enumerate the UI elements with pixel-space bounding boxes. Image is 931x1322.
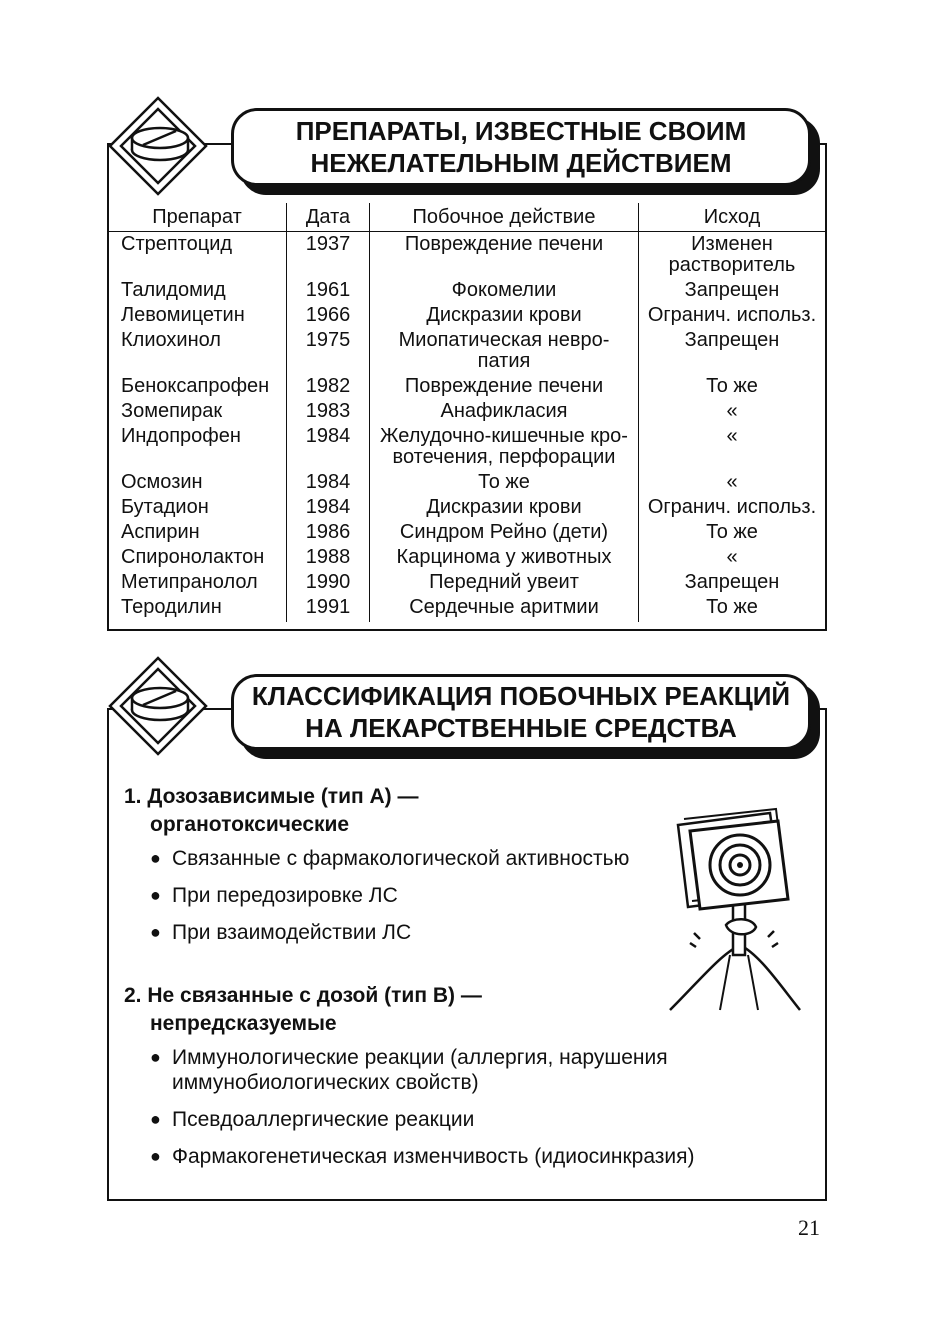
cell-effect-line: патия <box>477 350 531 372</box>
cell-effect-line: Передний увеит <box>429 571 579 593</box>
cell-outcome <box>639 497 826 522</box>
section1-title-line1: ПРЕПАРАТЫ, ИЗВЕСТНЫЕ СВОИМ <box>295 116 747 146</box>
group1-heading-line1: 1. Дозозависимые (тип А) — <box>124 785 419 808</box>
list-item <box>150 1107 474 1132</box>
list-item-text: Фармакогенетическая изменчивость (идиосинкразия) <box>172 1145 695 1168</box>
cell-effect-line: Желудочно-кишечные кро- <box>380 425 628 447</box>
cell-outcome-line: То же <box>706 375 758 397</box>
cell-effect <box>370 572 639 597</box>
cell-effect-line: Миопатическая невро- <box>398 329 610 351</box>
cell-effect <box>370 426 639 472</box>
cell-outcome <box>639 232 826 281</box>
page-number: 21 <box>798 1215 820 1240</box>
cell-date: 1990 <box>287 572 370 597</box>
cell-outcome-line: Запрещен <box>684 279 780 301</box>
list-item-text: При взаимодействии ЛС <box>172 921 412 944</box>
list-item <box>150 920 411 945</box>
cell-effect <box>370 522 639 547</box>
section1-title <box>231 108 811 186</box>
cell-date: 1984 <box>287 497 370 522</box>
table-row <box>108 232 825 281</box>
cell-effect-line: Повреждение печени <box>404 233 604 255</box>
table-header-row <box>108 203 825 232</box>
cell-outcome-line: То же <box>706 596 758 618</box>
pill-diamond-icon <box>108 96 208 196</box>
section2-title-line1: КЛАССИФИКАЦИЯ ПОБОЧНЫХ РЕАКЦИЙ <box>251 681 791 711</box>
table-row <box>108 597 825 622</box>
cell-date: 1983 <box>287 401 370 426</box>
group1-heading-line2: органотоксические <box>150 813 350 836</box>
cell-drug: Осмозин <box>108 472 287 497</box>
cell-drug: Зомепирак <box>108 401 287 426</box>
section2-title-line2: НА ЛЕКАРСТВЕННЫЕ СРЕДСТВА <box>305 713 737 743</box>
list-item-text: Связанные с фармакологической активностью <box>172 847 630 870</box>
cell-outcome <box>639 401 826 426</box>
cell-effect <box>370 280 639 305</box>
cell-date: 1937 <box>287 232 370 281</box>
section1-title-line2: НЕЖЕЛАТЕЛЬНЫМ ДЕЙСТВИЕМ <box>310 148 732 178</box>
cell-date: 1984 <box>287 426 370 472</box>
cell-outcome <box>639 426 826 472</box>
table-row <box>108 280 825 305</box>
cell-drug: Стрептоцид <box>108 232 287 281</box>
cell-effect <box>370 376 639 401</box>
bullet-icon: ● <box>150 1146 161 1166</box>
group2-heading-line2: непредсказуемые <box>150 1012 337 1035</box>
cell-outcome <box>639 376 826 401</box>
cell-effect <box>370 330 639 376</box>
table-row <box>108 572 825 597</box>
table-row <box>108 376 825 401</box>
cell-drug: Теродилин <box>108 597 287 622</box>
bullet-icon: ● <box>150 885 161 905</box>
cell-effect-line: Карцинома у животных <box>396 546 612 568</box>
cell-effect-line: Синдром Рейно (дети) <box>399 521 609 543</box>
cell-effect <box>370 232 639 281</box>
cell-date: 1986 <box>287 522 370 547</box>
group1-heading <box>124 783 419 839</box>
cell-effect <box>370 497 639 522</box>
cell-effect <box>370 547 639 572</box>
cell-date: 1988 <box>287 547 370 572</box>
table-row <box>108 522 825 547</box>
cell-effect-line: Анафикласия <box>440 400 568 422</box>
section2-title <box>231 674 811 750</box>
table-row <box>108 330 825 376</box>
cell-drug: Левомицетин <box>108 305 287 330</box>
cell-outcome-line: Изменен <box>691 233 773 255</box>
cell-outcome <box>639 597 826 622</box>
cell-outcome <box>639 572 826 597</box>
cell-effect <box>370 472 639 497</box>
group2-heading-line1: 2. Не связанные с дозой (тип В) — <box>124 984 482 1007</box>
cell-outcome-line: « <box>726 471 738 493</box>
cell-effect-line: Дискразии крови <box>426 304 582 326</box>
cell-effect-line: Повреждение печени <box>404 375 604 397</box>
list-item-text-line2: иммунобиологических свойств) <box>172 1071 479 1094</box>
cell-outcome <box>639 472 826 497</box>
cell-drug: Клиохинол <box>108 330 287 376</box>
cell-effect-line: Дискразии крови <box>426 496 582 518</box>
bullet-icon: ● <box>150 922 161 942</box>
table-row <box>108 472 825 497</box>
cell-date: 1975 <box>287 330 370 376</box>
cell-outcome-line: Огранич. использ. <box>647 496 817 518</box>
column-header-effect: Побочное действие <box>370 203 639 232</box>
cell-outcome-line: То же <box>706 521 758 543</box>
cell-date: 1961 <box>287 280 370 305</box>
table-row <box>108 547 825 572</box>
cell-outcome <box>639 522 826 547</box>
cell-effect <box>370 597 639 622</box>
cell-outcome <box>639 547 826 572</box>
cell-outcome-line: растворитель <box>668 254 796 276</box>
cell-effect-line: Сердечные аритмии <box>409 596 599 618</box>
cell-outcome-line: Запрещен <box>684 571 780 593</box>
target-figure-illustration <box>660 805 810 1022</box>
group2-heading <box>124 982 482 1038</box>
cell-drug: Талидомид <box>108 280 287 305</box>
cell-outcome-line: « <box>726 546 738 568</box>
column-header-outcome: Исход <box>639 203 826 232</box>
cell-effect <box>370 305 639 330</box>
cell-outcome-line: « <box>726 425 738 447</box>
cell-outcome <box>639 305 826 330</box>
cell-drug: Метипранолол <box>108 572 287 597</box>
column-header-drug: Препарат <box>108 203 287 232</box>
list-item-text: При передозировке ЛС <box>172 884 398 907</box>
cell-effect-line: Фокомелии <box>451 279 557 301</box>
cell-outcome-line: « <box>726 400 738 422</box>
cell-date: 1984 <box>287 472 370 497</box>
bullet-icon: ● <box>150 1047 161 1067</box>
bullet-icon: ● <box>150 848 161 868</box>
column-header-date: Дата <box>287 203 370 232</box>
cell-effect-line: вотечения, перфорации <box>392 446 616 468</box>
cell-drug: Аспирин <box>108 522 287 547</box>
cell-date: 1966 <box>287 305 370 330</box>
table-row <box>108 401 825 426</box>
list-item <box>150 1144 695 1169</box>
pill-diamond-icon-2 <box>108 656 208 756</box>
cell-outcome-line: Огранич. использ. <box>647 304 817 326</box>
drugs-table <box>108 203 825 622</box>
cell-date: 1991 <box>287 597 370 622</box>
drugs-table-body <box>108 232 825 623</box>
list-item <box>150 1045 668 1095</box>
cell-effect <box>370 401 639 426</box>
list-item-text <box>172 1045 668 1095</box>
bullet-icon: ● <box>150 1109 161 1129</box>
cell-drug: Беноксапрофен <box>108 376 287 401</box>
list-item <box>150 883 398 908</box>
table-row <box>108 426 825 472</box>
cell-outcome <box>639 330 826 376</box>
table-row <box>108 305 825 330</box>
list-item-text-line1: Иммунологические реакции (аллергия, нарушения <box>172 1046 668 1069</box>
cell-date: 1982 <box>287 376 370 401</box>
cell-outcome-line: Запрещен <box>684 329 780 351</box>
cell-drug: Индопрофен <box>108 426 287 472</box>
cell-effect-line: То же <box>478 471 530 493</box>
cell-drug: Бутадион <box>108 497 287 522</box>
cell-outcome <box>639 280 826 305</box>
cell-drug: Спиронолактон <box>108 547 287 572</box>
list-item <box>150 846 629 871</box>
table-row <box>108 497 825 522</box>
list-item-text: Псевдоаллергические реакции <box>172 1108 475 1131</box>
